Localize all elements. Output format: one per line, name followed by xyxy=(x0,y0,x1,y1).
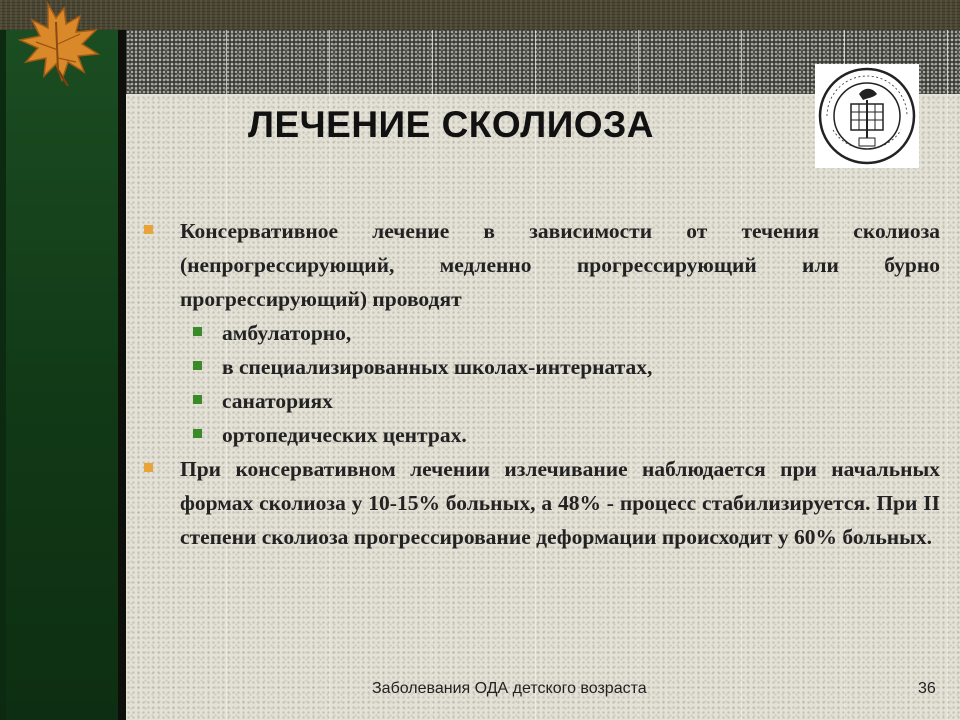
sub-bullet-item xyxy=(144,316,940,350)
square-bullet-icon xyxy=(144,225,153,234)
sub-bullet-item xyxy=(144,418,940,452)
sub-bullet-text: амбулаторно, xyxy=(222,321,352,345)
square-bullet-icon xyxy=(144,463,153,472)
sub-bullet-item xyxy=(144,384,940,418)
left-green-panel xyxy=(0,30,118,720)
top-texture-strip xyxy=(0,0,960,30)
left-dark-divider xyxy=(118,30,126,720)
sub-bullet-text: в специализированных школах-интернатах, xyxy=(222,355,653,379)
bullet-text: При консервативном лечении излечивание наблюдается при начальных формах сколиоза у 10-15% больных, а 48% - процесс стабилизируется. При II степени сколиоза прогрессирование деформации происходит у 60% больных. xyxy=(180,457,940,549)
bullet-text: Консервативное лечение в зависимости от течения сколиоза (непрогрессирующий, медленно прогрессирующий или бурно прогрессирующий) проводят xyxy=(180,219,940,311)
square-bullet-icon xyxy=(193,327,202,336)
slide-content xyxy=(144,214,940,554)
sub-bullet-text: ортопедических центрах. xyxy=(222,423,467,447)
university-seal-icon xyxy=(815,64,919,168)
bullet-item xyxy=(144,214,940,316)
page-number: 36 xyxy=(918,680,936,697)
left-panel-edge xyxy=(0,30,6,720)
slide-title: ЛЕЧЕНИЕ СКОЛИОЗА xyxy=(248,104,654,145)
sub-bullet-text: санаториях xyxy=(222,389,333,413)
sub-bullet-item xyxy=(144,350,940,384)
square-bullet-icon xyxy=(193,429,202,438)
autumn-leaf-icon xyxy=(6,0,116,86)
slide-footer: Заболевания ОДА детского возраста xyxy=(372,680,647,697)
square-bullet-icon xyxy=(193,361,202,370)
bullet-item xyxy=(144,452,940,554)
square-bullet-icon xyxy=(193,395,202,404)
